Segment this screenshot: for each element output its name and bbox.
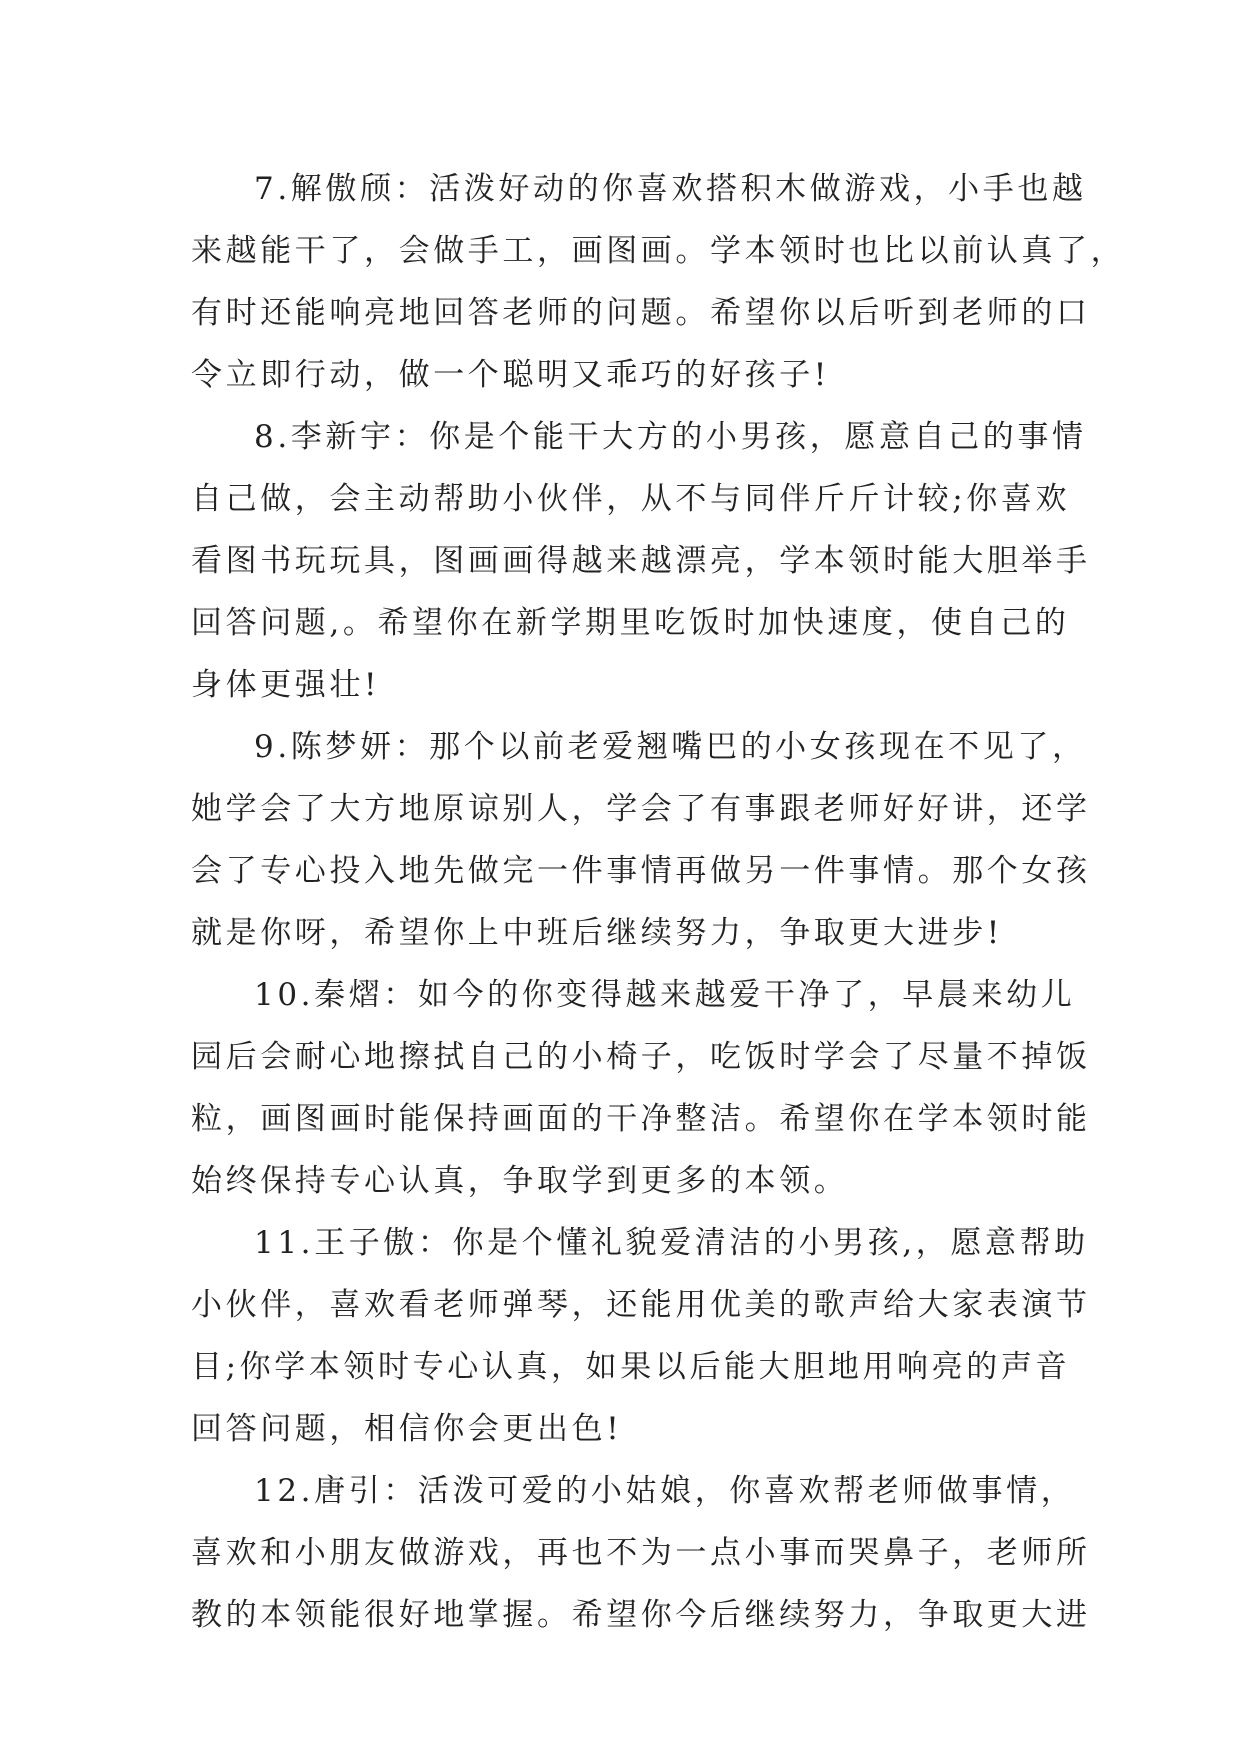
text-line: 园后会耐心地擦拭自己的小椅子，吃饭时学会了尽量不掉饭 (191, 1039, 1091, 1075)
text-line: 目;你学本领时专心认真，如果以后能大胆地用响亮的声音 (191, 1349, 1071, 1385)
text-line: 有时还能响亮地回答老师的问题。希望你以后听到老师的口 (191, 295, 1091, 331)
text-line: 始终保持专心认真，争取学到更多的本领。 (191, 1163, 849, 1199)
comment-paragraph-7 (191, 158, 1126, 406)
text-line: 就是你呀，希望你上中班后继续努力，争取更大进步! (191, 915, 1003, 951)
text-line: 11.王子傲：你是个懂礼貌爱清洁的小男孩,，愿意帮助 (254, 1225, 1089, 1261)
comment-paragraph-8 (191, 406, 1091, 716)
text-line: 喜欢和小朋友做游戏，再也不为一点小事而哭鼻子，老师所 (191, 1535, 1091, 1571)
text-line: 会了专心投入地先做完一件事情再做另一件事情。那个女孩 (191, 853, 1091, 889)
text-line: 回答问题,。希望你在新学期里吃饭时加快速度，使自己的 (191, 605, 1070, 641)
text-line: 她学会了大方地原谅别人，学会了有事跟老师好好讲，还学 (191, 791, 1091, 827)
comment-paragraph-12 (191, 1460, 1091, 1646)
text-line: 令立即行动，做一个聪明又乖巧的好孩子! (191, 357, 830, 393)
text-line: 自己做，会主动帮助小伙伴，从不与同伴斤斤计较;你喜欢 (191, 481, 1071, 517)
text-line: 看图书玩玩具，图画画得越来越漂亮，学本领时能大胆举手 (191, 543, 1091, 579)
text-line: 粒，画图画时能保持画面的干净整洁。希望你在学本领时能 (191, 1101, 1091, 1137)
text-line: 教的本领能很好地掌握。希望你今后继续努力，争取更大进 (191, 1597, 1091, 1633)
text-line: 7.解傲颀：活泼好动的你喜欢搭积木做游戏，小手也越 (254, 171, 1087, 207)
text-line: 9.陈梦妍：那个以前老爱翘嘴巴的小女孩现在不见了， (254, 729, 1087, 765)
comment-paragraph-10 (191, 964, 1091, 1212)
document-body (191, 158, 1126, 1646)
text-line: 小伙伴，喜欢看老师弹琴，还能用优美的歌声给大家表演节 (191, 1287, 1091, 1323)
text-line: 10.秦熠：如今的你变得越来越爱干净了，早晨来幼儿 (254, 977, 1076, 1013)
text-line: 8.李新宇：你是个能干大方的小男孩，愿意自己的事情 (254, 419, 1087, 455)
text-line: 来越能干了，会做手工，画图画。学本领时也比以前认真了， (191, 233, 1126, 269)
text-line: 12.唐引：活泼可爱的小姑娘，你喜欢帮老师做事情， (254, 1473, 1076, 1509)
comment-paragraph-9 (191, 716, 1091, 964)
text-line: 回答问题，相信你会更出色! (191, 1411, 623, 1447)
text-line: 身体更强壮! (191, 667, 381, 703)
comment-paragraph-11 (191, 1212, 1091, 1460)
